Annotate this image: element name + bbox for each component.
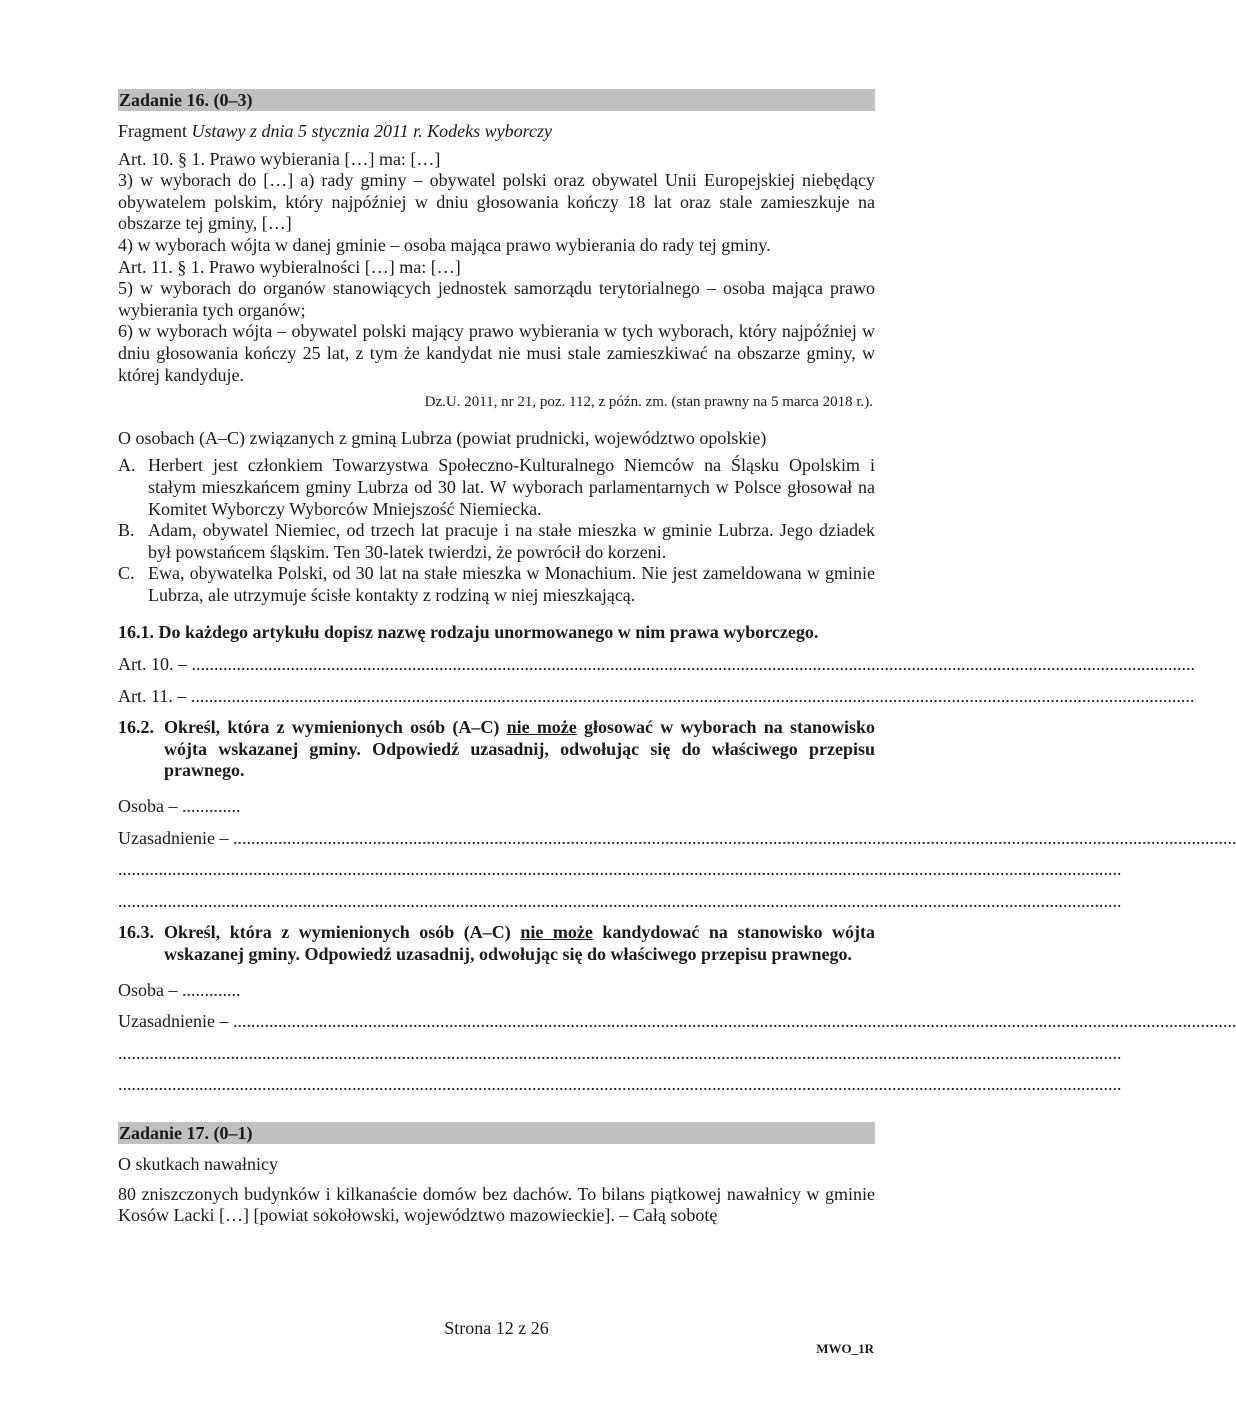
person-text: Ewa, obywatelka Polski, od 30 lat na stałe mieszka w Monachium. Nie jest zameldowana w gminie Lubrza, ale utrzymuje ścisłe kontakty z rodziną w niej mieszkającą. <box>148 563 875 605</box>
task16-header: Zadanie 16. (0–3) <box>118 89 875 111</box>
law-line: 4) w wyborach wójta w danej gminie – osoba mająca prawo wybierania do rady tej gminy. <box>118 234 771 255</box>
law-source: Dz.U. 2011, nr 21, poz. 112, z późn. zm. (stan prawny na 5 marca 2018 r.). <box>424 394 873 411</box>
task17-subtitle: O skutkach nawałnicy <box>118 1153 278 1174</box>
dotted-line: ............................................................................................................................................................................................................................... <box>191 654 1195 675</box>
person-label: B. <box>118 520 135 541</box>
person-label: A. <box>118 455 136 476</box>
answer-line[interactable]: ............................................................................................................................................................................................................................... <box>118 1074 1122 1095</box>
task17-header: Zadanie 17. (0–1) <box>118 1122 875 1144</box>
question-text-part: kandydować na stanowisko wójta wskazanej gminy. Odpowiedź uzasadnij, odwołując się do właściwego przepisu prawnego. <box>164 922 875 964</box>
answer-label: Art. 11. – <box>118 685 191 706</box>
question-16-1: 16.1. Do każdego artykułu dopisz nazwę rodzaju unormowanego w nim prawa wyborczego. <box>118 622 819 643</box>
person-text: Adam, obywatel Niemiec, od trzech lat pracuje i na stałe mieszka w gminie Lubrza. Jego dziadek był powstańcem śląskim. Ten 30-latek twierdzi, że powrócił do korzeni. <box>148 520 875 562</box>
person-item <box>118 563 875 606</box>
law-line: 3) w wyborach do […] a) rady gminy – obywatel polski oraz obywatel Unii Europejskiej niebędący obywatelem polskim, który najpóźniej w dniu głosowania kończy 18 lat oraz stale zamieszkuje na obszarze tej gminy, […] <box>118 170 875 234</box>
person-item <box>118 520 875 563</box>
person-label: C. <box>118 563 135 584</box>
exam-code: MWO_1R <box>816 1341 874 1356</box>
answer-label: Art. 10. – <box>118 654 192 675</box>
law-text <box>118 149 875 387</box>
answer-line[interactable]: ............................................................................................................................................................................................................................... <box>118 1042 1122 1063</box>
question-text-part: Określ, która z wymienionych osób (A–C) <box>164 717 507 738</box>
law-title: Ustawy z dnia 5 stycznia 2011 r. Kodeks wyborczy <box>191 121 552 141</box>
question-text-part: Określ, która z wymienionych osób (A–C) <box>164 922 521 943</box>
question-emphasis: nie może <box>520 922 593 943</box>
answer-justification-16-2[interactable] <box>118 827 1236 850</box>
question-16-2 <box>118 717 875 782</box>
task17-text: 80 zniszczonych budynków i kilkanaście domów bez dachów. To bilans piątkowej nawałnicy w gminie Kosów Lacki […] [powiat sokołowski, województwo mazowieckie]. – Całą sobotę <box>118 1183 875 1226</box>
answer-line-art10[interactable] <box>118 654 1195 676</box>
answer-line[interactable]: ............................................................................................................................................................................................................................... <box>118 890 1122 911</box>
law-line: 5) w wyborach do organów stanowiących jednostek samorządu terytorialnego – osoba mająca prawo wybierania tych organów; <box>118 278 875 320</box>
answer-line[interactable]: ............................................................................................................................................................................................................................... <box>118 859 1122 880</box>
answer-label: Uzasadnienie – <box>118 1011 233 1032</box>
dotted-line: ............................................................................................................................................................................................................................... <box>190 685 1195 706</box>
question-number: 16.2. <box>118 717 154 738</box>
answer-justification-16-3[interactable] <box>118 1011 1236 1033</box>
law-fragment-title <box>118 121 875 143</box>
question-16-3 <box>118 922 875 965</box>
page-number: Strona 12 z 26 <box>444 1318 549 1338</box>
question-text <box>164 922 875 965</box>
persons-list <box>118 455 875 606</box>
exam-page <box>118 89 1236 1227</box>
law-line: 6) w wyborach wójta – obywatel polski mający prawo wybierania w tych wyborach, który najpóźniej w dniu głosowania kończy 25 lat, z tym że kandydat nie musi stale zamieszkiwać na obszarze gminy, w której kandyduje. <box>118 321 875 385</box>
law-line: Art. 11. § 1. Prawo wybieralności […] ma: […] <box>118 256 461 277</box>
question-text-part: głosować w wyborach na stanowisko wójta wskazanej gminy. Odpowiedź uzasadnij, odwołując się do właściwego przepisu prawnego. <box>164 717 875 781</box>
answer-osoba-16-3[interactable]: Osoba – ............. <box>118 979 241 1000</box>
question-number: 16.3. <box>118 922 154 943</box>
answer-line-art11[interactable] <box>118 685 1195 708</box>
person-item <box>118 455 875 520</box>
fragment-prefix: Fragment <box>118 121 192 141</box>
dotted-line: ............................................................................................................................................................................................................................... <box>232 1011 1236 1032</box>
question-text <box>164 717 875 782</box>
persons-intro: O osobach (A–C) związanych z gminą Lubrza (powiat prudnicki, województwo opolskie) <box>118 427 767 448</box>
answer-osoba-16-2[interactable]: Osoba – ............. <box>118 796 241 817</box>
law-line: Art. 10. § 1. Prawo wybierania […] ma: […] <box>118 148 441 169</box>
question-emphasis: nie może <box>506 717 577 738</box>
dotted-line: ............................................................................................................................................................................................................................... <box>232 827 1236 848</box>
person-text: Herbert jest członkiem Towarzystwa Społeczno-Kulturalnego Niemców na Śląsku Opolskim i stałym mieszkańcem gminy Lubrza od 30 lat. W wyborach parlamentarnych w Polsce głosował na Komitet Wyborczy Wyborców Mniejszość Niemiecka. <box>148 455 875 519</box>
answer-label: Uzasadnienie – <box>118 827 233 848</box>
